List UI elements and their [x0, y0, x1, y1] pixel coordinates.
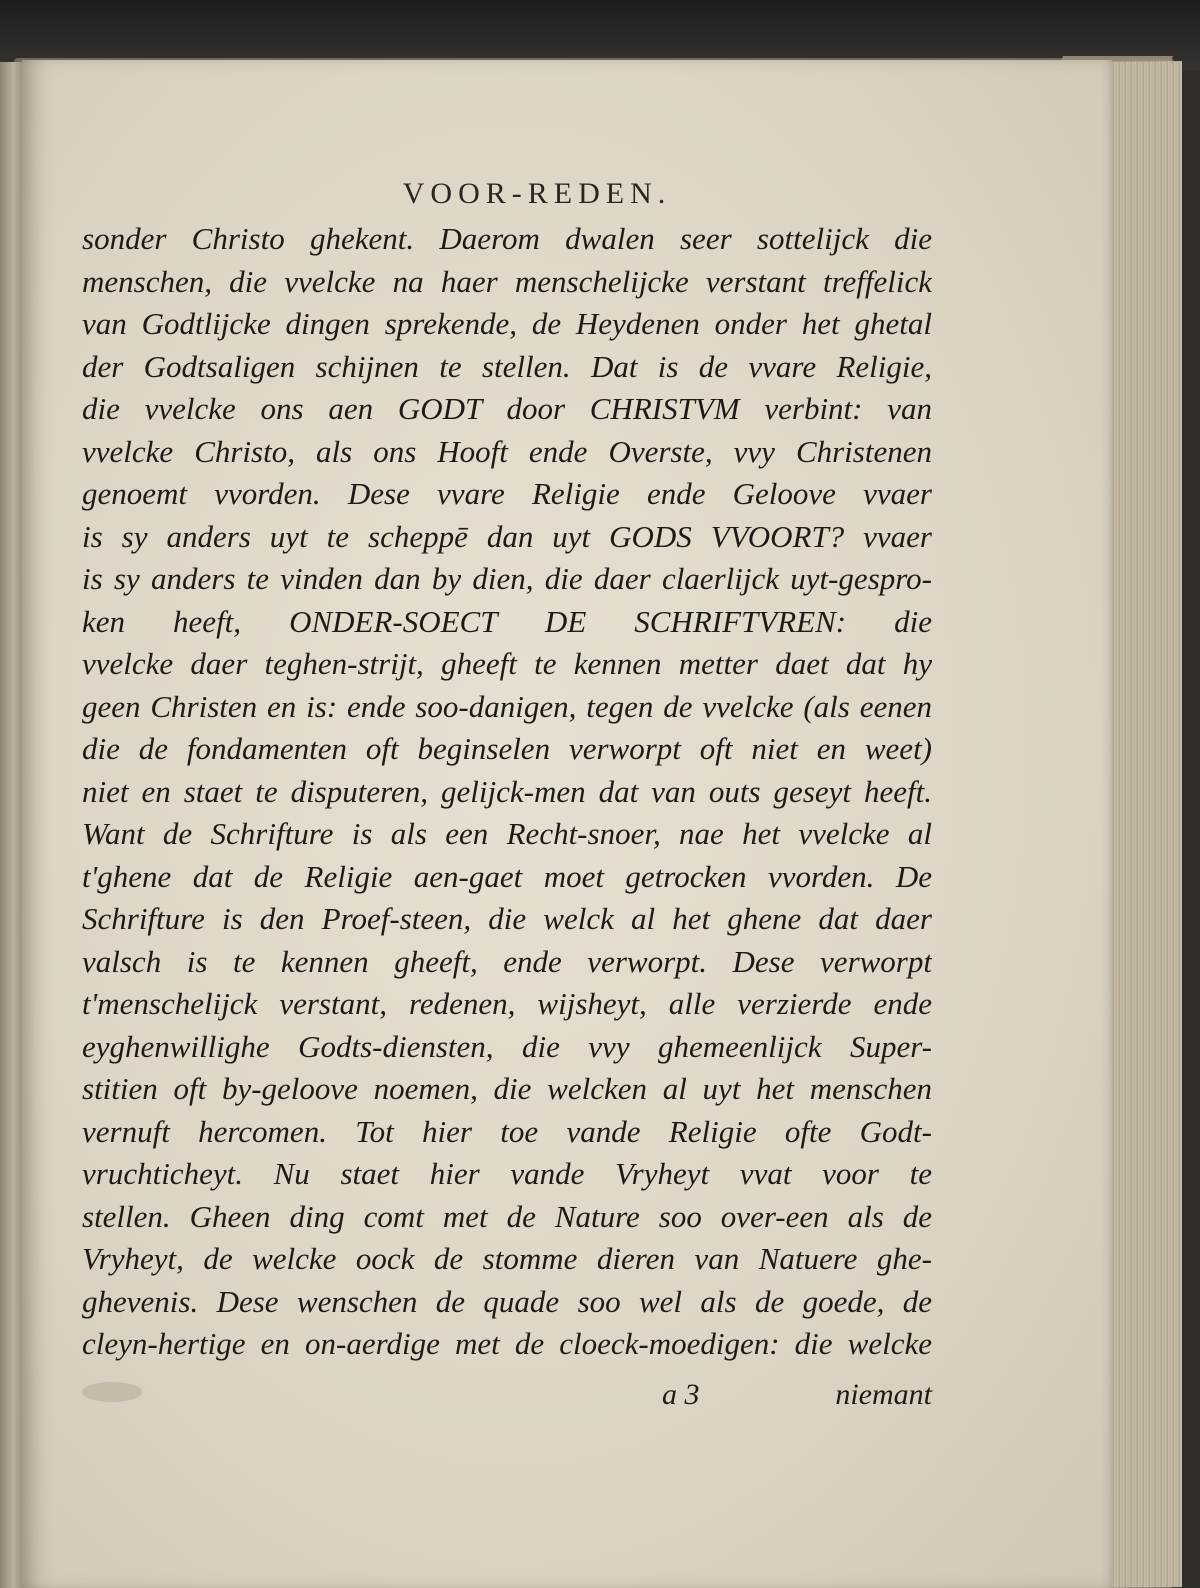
text-line: vernuft hercomen. Tot hier toe vande Religie ofte Godt-	[82, 1113, 932, 1149]
text-line: van Godtlijcke dingen sprekende, de Heydenen onder het ghetal	[82, 306, 932, 341]
text-line: sonder Christo ghekent. Daerom dwalen seer sottelijck die	[82, 221, 932, 256]
text-line: geen Christen en is: ende soo-danigen, tegen de vvelcke (als eenen	[82, 688, 932, 724]
text-line: t'ghene dat de Religie aen-gaet moet getrocken vvorden. De	[82, 858, 932, 894]
facing-page-edge	[0, 62, 24, 1588]
text-line: valsch is te kennen gheeft, ende verworpt. Dese verworpt	[82, 943, 932, 979]
catchword: niemant	[835, 1378, 932, 1411]
running-head: VOOR-REDEN.	[402, 177, 672, 210]
text-line: Schrifture is den Proef-steen, die welck al het ghene dat daer	[82, 901, 932, 936]
book-page	[22, 60, 1112, 1588]
text-block	[82, 172, 932, 1366]
text-line: stitien oft by-geloove noemen, die welcken al uyt het menschen	[82, 1071, 932, 1106]
text-line: die de fondamenten oft beginselen verworpt oft niet en weet)	[82, 731, 932, 766]
text-line: is sy anders uyt te scheppē dan uyt GODS VVOORT? vvaer	[82, 518, 932, 554]
text-line: Vryheyt, de welcke oock de stomme dieren van Natuere ghe-	[82, 1241, 932, 1276]
text-line: die vvelcke ons aen GODT door CHRISTVM verbint: van	[82, 391, 932, 426]
text-line: menschen, die vvelcke na haer menschelijcke verstant treffelick	[82, 263, 932, 299]
text-line: vvelcke Christo, als ons Hooft ende Overste, vvy Christenen	[82, 433, 932, 469]
text-line: vruchticheyt. Nu staet hier vande Vryheyt vvat voor te	[82, 1156, 932, 1191]
text-line: is sy anders te vinden dan by dien, die daer claerlijck uyt-gespro-	[82, 561, 932, 596]
text-line: Want de Schrifture is als een Recht-snoer, nae het vvelcke al	[82, 816, 932, 851]
text-line: ken heeft, ONDER-SOECT DE SCHRIFTVREN: die	[82, 603, 932, 639]
text-line: eyghenwillighe Godts-diensten, die vvy ghemeenlijck Super-	[82, 1028, 932, 1064]
text-line: stellen. Gheen ding comt met de Nature soo over-een als de	[82, 1198, 932, 1234]
page-footer	[82, 1378, 932, 1424]
text-line: der Godtsaligen schijnen te stellen. Dat is de vvare Religie,	[82, 348, 932, 384]
signature-mark: a 3	[662, 1378, 700, 1411]
text-line: vvelcke daer teghen-strijt, gheeft te kennen metter daet dat hy	[82, 646, 932, 681]
text-line: t'menschelijck verstant, redenen, wijsheyt, alle verzierde ende	[82, 986, 932, 1021]
text-line: genoemt vvorden. Dese vvare Religie ende Geloove vvaer	[82, 476, 932, 511]
text-line: ghevenis. Dese wenschen de quade soo wel als de goede, de	[82, 1283, 932, 1319]
text-line: niet en staet te disputeren, gelijck-men dat van outs geseyt heeft.	[82, 773, 932, 809]
text-line: cleyn-hertige en on-aerdige met de cloeck-moedigen: die welcke	[82, 1326, 932, 1361]
